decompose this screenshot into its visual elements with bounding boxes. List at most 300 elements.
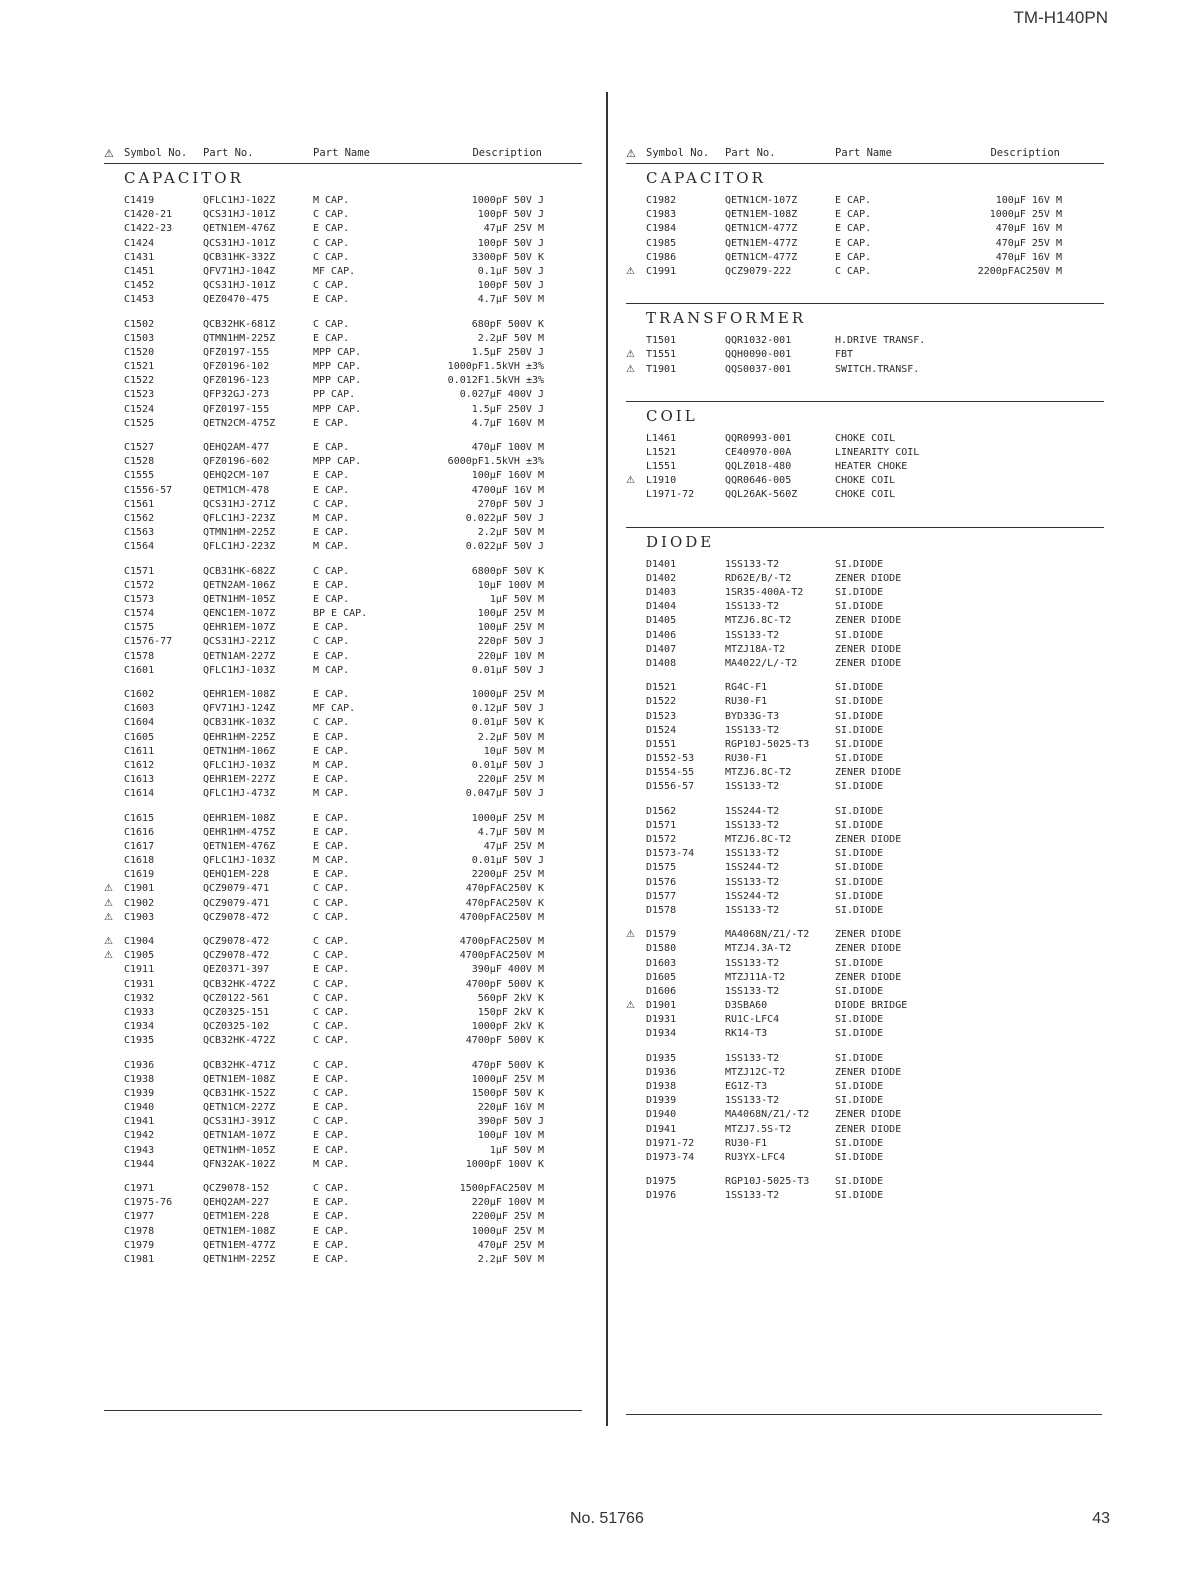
description: 100µF 25V M xyxy=(477,622,544,634)
part-no: MA4068N/Z1/-T2 xyxy=(725,1109,810,1121)
part-name: C CAP. xyxy=(313,251,350,263)
part-name: SI.DIODE xyxy=(835,1137,884,1149)
part-no: QCB32HK-472Z xyxy=(203,978,276,990)
symbol-no: C1938 xyxy=(124,1073,155,1085)
description: 1000pF 50V J xyxy=(471,195,544,206)
part-name: E CAP. xyxy=(313,650,350,662)
part-name: SI.DIODE xyxy=(835,805,884,817)
symbol-no: D1554-55 xyxy=(646,767,695,779)
part-no: QCS31HJ-101Z xyxy=(203,209,276,221)
description: 1000pF 2kV K xyxy=(471,1021,544,1033)
description: 1.5µF 250V J xyxy=(471,346,544,358)
part-row xyxy=(104,911,582,925)
symbol-no: D1522 xyxy=(646,696,677,708)
part-no: QETM1CM-478 xyxy=(203,484,270,496)
part-row xyxy=(104,716,582,730)
symbol-no: L1910 xyxy=(646,475,677,487)
symbol-no: D1523 xyxy=(646,710,677,722)
part-no: 1SS133-T2 xyxy=(725,957,780,969)
part-no: QEHQ1EM-228 xyxy=(203,869,270,881)
symbol-no: C1528 xyxy=(124,456,155,468)
part-name: M CAP. xyxy=(313,195,350,206)
part-name: C CAP. xyxy=(313,237,350,249)
symbol-no: C1979 xyxy=(124,1239,155,1251)
part-no: MTZJ6.8C-T2 xyxy=(725,767,792,779)
part-no: 1SS133-T2 xyxy=(725,1052,780,1064)
description: 100µF 160V M xyxy=(471,470,544,482)
description: 150pF 2kV K xyxy=(477,1006,544,1018)
part-no: RU30-F1 xyxy=(725,1137,768,1149)
symbol-no: D1973-74 xyxy=(646,1151,695,1163)
part-name: E CAP. xyxy=(835,251,872,263)
description: 0.01µF 50V K xyxy=(471,717,544,729)
part-row xyxy=(626,572,1104,586)
safety-warning-icon: ⚠ xyxy=(626,475,635,487)
part-name: SI.DIODE xyxy=(835,587,884,598)
part-name: CHOKE COIL xyxy=(835,489,896,501)
section-rule xyxy=(626,303,1104,304)
symbol-no: D1556-57 xyxy=(646,781,695,793)
symbol-no: D1606 xyxy=(646,985,677,997)
part-row xyxy=(626,1137,1104,1151)
symbol-no: C1619 xyxy=(124,869,155,881)
part-name: CHOKE COIL xyxy=(835,432,896,444)
part-row xyxy=(626,237,1104,251)
part-row xyxy=(104,526,582,540)
part-name: E CAP. xyxy=(835,223,872,235)
symbol-no: C1986 xyxy=(646,251,677,263)
description: 0.12µF 50V J xyxy=(471,703,544,715)
part-name: ZENER DIODE xyxy=(835,1066,902,1078)
description: 1500pFAC250V M xyxy=(459,1183,544,1194)
part-no: RGP10J-5025-T3 xyxy=(725,1176,810,1188)
col-desc-label: Description xyxy=(472,147,542,159)
part-row xyxy=(626,1094,1104,1108)
part-no: QFV71HJ-104Z xyxy=(203,265,276,277)
part-name: E CAP. xyxy=(313,294,350,306)
part-no: 1SS133-T2 xyxy=(725,819,780,831)
symbol-no: D1551 xyxy=(646,738,677,750)
part-row xyxy=(626,1108,1104,1122)
section-list xyxy=(626,432,1104,503)
part-no: QEHQ2AM-477 xyxy=(203,442,270,453)
part-row xyxy=(626,488,1104,502)
symbol-no: C1452 xyxy=(124,280,155,292)
description: 390pF 50V J xyxy=(477,1116,544,1128)
part-row xyxy=(104,1144,582,1158)
description: 4700µF 16V M xyxy=(471,484,544,496)
description: 0.022µF 50V J xyxy=(465,541,544,553)
part-no: QFP32GJ-273 xyxy=(203,389,270,401)
part-row xyxy=(104,484,582,498)
part-row xyxy=(104,621,582,635)
part-row xyxy=(626,586,1104,600)
symbol-no: D1577 xyxy=(646,890,677,902)
description: 0.012F1.5kVH ±3% xyxy=(447,375,544,387)
section-list xyxy=(626,194,1104,279)
part-no: QETN1CM-107Z xyxy=(725,195,798,206)
part-name: SI.DIODE xyxy=(835,724,884,736)
part-name: C CAP. xyxy=(313,1059,350,1071)
section-title: DIODE xyxy=(646,532,715,551)
part-no: QETM1EM-228 xyxy=(203,1211,270,1223)
symbol-no: C1902 xyxy=(124,897,155,909)
part-no: QCB31HK-103Z xyxy=(203,717,276,729)
description: 2.2µF 50V M xyxy=(477,332,544,344)
section-spacer xyxy=(626,289,1104,303)
part-name: HEATER CHOKE xyxy=(835,461,908,473)
part-no: QQR1032-001 xyxy=(725,335,792,347)
part-no: QEHR1EM-108Z xyxy=(203,812,276,824)
part-no: QQL26AK-560Z xyxy=(725,489,798,501)
symbol-no: L1521 xyxy=(646,446,677,458)
symbol-no: D1575 xyxy=(646,862,677,874)
part-no: RK14-T3 xyxy=(725,1028,768,1040)
symbol-no: L1551 xyxy=(646,461,677,473)
part-row xyxy=(626,847,1104,861)
part-name: ZENER DIODE xyxy=(835,834,902,845)
description: 100µF 10V M xyxy=(477,1130,544,1142)
part-no: QEHR1EM-108Z xyxy=(203,689,276,700)
part-group xyxy=(104,441,582,555)
part-row xyxy=(104,826,582,840)
section-title-capacitor: CAPACITOR xyxy=(124,169,244,187)
part-row xyxy=(104,897,582,911)
part-no: QCS31HJ-391Z xyxy=(203,1116,276,1128)
part-row xyxy=(626,710,1104,724)
part-no: QETN1AM-227Z xyxy=(203,650,276,662)
symbol-no: D1901 xyxy=(646,1000,677,1012)
part-row xyxy=(104,787,582,801)
symbol-no: C1982 xyxy=(646,195,677,206)
section-spacer xyxy=(626,387,1104,401)
part-group xyxy=(626,194,1104,279)
part-name: E CAP. xyxy=(313,417,350,429)
description: 390µF 400V M xyxy=(471,964,544,976)
description: 0.047µF 50V J xyxy=(465,788,544,800)
part-group xyxy=(626,805,1104,919)
part-row xyxy=(104,882,582,896)
part-row xyxy=(104,759,582,773)
symbol-no: C1983 xyxy=(646,209,677,221)
symbol-no: C1576-77 xyxy=(124,636,173,648)
part-no: QETN1AM-107Z xyxy=(203,1130,276,1142)
part-group xyxy=(104,812,582,926)
part-name: C CAP. xyxy=(835,265,872,277)
part-group xyxy=(626,1175,1104,1203)
part-name: E CAP. xyxy=(313,1239,350,1251)
part-name: E CAP. xyxy=(313,731,350,743)
symbol-no: C1935 xyxy=(124,1035,155,1047)
part-row xyxy=(626,600,1104,614)
part-name: MPP CAP. xyxy=(313,403,362,415)
symbol-no: C1562 xyxy=(124,512,155,524)
part-row xyxy=(626,805,1104,819)
part-name: ZENER DIODE xyxy=(835,643,902,655)
part-no: QCB32HK-681Z xyxy=(203,318,276,330)
part-name: E CAP. xyxy=(313,869,350,881)
description: 2200pFAC250V M xyxy=(977,265,1062,277)
part-row xyxy=(626,446,1104,460)
symbol-no: D1975 xyxy=(646,1176,677,1188)
part-row xyxy=(626,752,1104,766)
description: 470µF 25V M xyxy=(995,237,1062,249)
part-row xyxy=(626,985,1104,999)
part-row xyxy=(104,1087,582,1101)
symbol-no: C1555 xyxy=(124,470,155,482)
symbol-no: D1407 xyxy=(646,643,677,655)
part-row xyxy=(626,724,1104,738)
symbol-no: C1936 xyxy=(124,1059,155,1071)
description: 4700pF 500V K xyxy=(465,978,544,990)
part-name: E CAP. xyxy=(313,1225,350,1237)
part-no: 1SS133-T2 xyxy=(725,876,780,888)
part-row xyxy=(104,935,582,949)
description: 1000µF 25V M xyxy=(471,1073,544,1085)
symbol-no: C1605 xyxy=(124,731,155,743)
part-name: SI.DIODE xyxy=(835,601,884,613)
symbol-no: C1561 xyxy=(124,498,155,510)
part-row xyxy=(104,868,582,882)
part-no: QCZ9078-152 xyxy=(203,1183,270,1194)
part-name: E CAP. xyxy=(313,622,350,634)
symbol-no: D1938 xyxy=(646,1081,677,1092)
warning-icon: ⚠ xyxy=(626,147,636,160)
symbol-no: C1602 xyxy=(124,689,155,700)
symbol-no: D1935 xyxy=(646,1052,677,1064)
part-row xyxy=(104,279,582,293)
part-name: C CAP. xyxy=(313,318,350,330)
part-row xyxy=(104,512,582,526)
part-row xyxy=(626,1080,1104,1094)
part-no: QCZ9078-472 xyxy=(203,950,270,962)
part-row xyxy=(104,565,582,579)
part-row xyxy=(104,1182,582,1196)
symbol-no: D1401 xyxy=(646,558,677,570)
part-row xyxy=(626,819,1104,833)
part-name: M CAP. xyxy=(313,855,350,867)
part-no: QFLC1HJ-103Z xyxy=(203,855,276,867)
part-row xyxy=(104,1073,582,1087)
description: 2.2µF 50V M xyxy=(477,527,544,539)
part-name: E CAP. xyxy=(313,442,350,453)
description: 560pF 2kV K xyxy=(477,992,544,1004)
symbol-no: C1424 xyxy=(124,237,155,249)
symbol-no: C1981 xyxy=(124,1253,155,1265)
description: 6000pF1.5kVH ±3% xyxy=(447,456,544,468)
part-no: 1SS133-T2 xyxy=(725,1095,780,1107)
symbol-no: C1941 xyxy=(124,1116,155,1128)
part-name: E CAP. xyxy=(313,689,350,700)
description: 470µF 100V M xyxy=(471,442,544,453)
part-name: E CAP. xyxy=(313,579,350,591)
header-rule xyxy=(104,163,582,164)
symbol-no: C1975-76 xyxy=(124,1197,173,1209)
right-end-rule xyxy=(626,1414,1102,1415)
part-row xyxy=(626,1052,1104,1066)
description: 470µF 25V M xyxy=(477,1239,544,1251)
part-group xyxy=(626,928,1104,1042)
symbol-no: C1613 xyxy=(124,774,155,786)
left-end-rule xyxy=(104,1410,582,1411)
left-column xyxy=(104,145,582,1277)
part-group xyxy=(104,318,582,432)
description: 2.2µF 50V M xyxy=(477,731,544,743)
description: 4.7µF 50V M xyxy=(477,826,544,838)
symbol-no: C1901 xyxy=(124,883,155,895)
symbol-no: D1404 xyxy=(646,601,677,613)
part-row xyxy=(104,1253,582,1267)
part-no: QETN1HM-106Z xyxy=(203,745,276,757)
part-row xyxy=(104,1225,582,1239)
part-no: QEHQ2CM-107 xyxy=(203,470,270,482)
part-name: E CAP. xyxy=(313,840,350,852)
part-name: C CAP. xyxy=(313,1183,350,1194)
part-name: MF CAP. xyxy=(313,703,356,715)
description: 470µF 16V M xyxy=(995,251,1062,263)
part-no: QCZ9079-471 xyxy=(203,897,270,909)
symbol-no: D1403 xyxy=(646,587,677,598)
symbol-no: D1576 xyxy=(646,876,677,888)
part-name: E CAP. xyxy=(313,1253,350,1265)
symbol-no: C1615 xyxy=(124,812,155,824)
part-name: C CAP. xyxy=(313,1116,350,1128)
symbol-no: C1522 xyxy=(124,375,155,387)
part-no: QFV71HJ-124Z xyxy=(203,703,276,715)
part-row xyxy=(104,332,582,346)
part-name: C CAP. xyxy=(313,209,350,221)
symbol-no: C1611 xyxy=(124,745,155,757)
part-name: ZENER DIODE xyxy=(835,767,902,779)
description: 2.2µF 50V M xyxy=(477,1253,544,1265)
symbol-no: C1571 xyxy=(124,565,155,577)
page-number: 43 xyxy=(1092,1510,1110,1527)
part-no: QEHR1HM-475Z xyxy=(203,826,276,838)
part-no: RU1C-LFC4 xyxy=(725,1014,780,1026)
description: 1500pF 50V K xyxy=(471,1087,544,1099)
part-row xyxy=(626,999,1104,1013)
part-group xyxy=(626,681,1104,795)
part-row xyxy=(104,417,582,431)
symbol-no: D1605 xyxy=(646,971,677,983)
part-no: MTZJ6.8C-T2 xyxy=(725,834,792,845)
symbol-no: C1978 xyxy=(124,1225,155,1237)
symbol-no: D1939 xyxy=(646,1095,677,1107)
part-name: E CAP. xyxy=(313,826,350,838)
part-name: C CAP. xyxy=(313,1087,350,1099)
symbol-no: D1603 xyxy=(646,957,677,969)
symbol-no: C1943 xyxy=(124,1144,155,1156)
symbol-no: D1406 xyxy=(646,629,677,641)
part-row xyxy=(104,265,582,279)
description: 470pFAC250V K xyxy=(465,897,544,909)
symbol-no: D1405 xyxy=(646,615,677,627)
part-row xyxy=(104,1006,582,1020)
part-row xyxy=(104,840,582,854)
part-name: C CAP. xyxy=(313,936,350,947)
description: 3300pF 50V K xyxy=(471,251,544,263)
part-no: QETN1HM-225Z xyxy=(203,1253,276,1265)
symbol-no: C1932 xyxy=(124,992,155,1004)
safety-warning-icon: ⚠ xyxy=(104,911,113,923)
col-name-label: Part Name xyxy=(835,147,892,159)
part-name: MF CAP. xyxy=(313,265,356,277)
symbol-no: C1422-23 xyxy=(124,223,173,235)
part-no: QQS0037-001 xyxy=(725,363,792,375)
part-name: SI.DIODE xyxy=(835,696,884,708)
part-no: QCB32HK-472Z xyxy=(203,1035,276,1047)
right-sections xyxy=(626,166,1104,1204)
part-row xyxy=(626,738,1104,752)
symbol-no: C1614 xyxy=(124,788,155,800)
part-row xyxy=(104,318,582,332)
part-row xyxy=(626,1027,1104,1041)
part-no: 1SS133-T2 xyxy=(725,848,780,860)
part-row xyxy=(626,251,1104,265)
part-name: C CAP. xyxy=(313,1035,350,1047)
part-no: QTMN1HM-225Z xyxy=(203,332,276,344)
part-no: MA4068N/Z1/-T2 xyxy=(725,929,810,941)
part-row xyxy=(626,1189,1104,1203)
part-name: SI.DIODE xyxy=(835,890,884,902)
part-name: SI.DIODE xyxy=(835,1052,884,1064)
part-no: QEHR1EM-107Z xyxy=(203,622,276,634)
col-desc-label: Description xyxy=(990,147,1060,159)
part-row xyxy=(626,681,1104,695)
part-no: 1SS133-T2 xyxy=(725,904,780,916)
part-no: 1SS133-T2 xyxy=(725,781,780,793)
part-name: SI.DIODE xyxy=(835,1095,884,1107)
description: 1µF 50V M xyxy=(489,593,544,605)
part-name: E CAP. xyxy=(313,527,350,539)
right-column xyxy=(626,145,1104,1214)
symbol-no: C1934 xyxy=(124,1021,155,1033)
description: 47µF 25V M xyxy=(483,223,544,235)
symbol-no: D1524 xyxy=(646,724,677,736)
part-row xyxy=(626,363,1104,377)
part-row xyxy=(104,812,582,826)
symbol-no: C1524 xyxy=(124,403,155,415)
part-row xyxy=(626,334,1104,348)
part-row xyxy=(626,890,1104,904)
part-row xyxy=(626,695,1104,709)
part-group xyxy=(104,565,582,679)
section-title: CAPACITOR xyxy=(646,169,766,187)
part-no: 1SS133-T2 xyxy=(725,985,780,997)
part-no: QQR0646-005 xyxy=(725,475,792,487)
part-no: QFLC1HJ-223Z xyxy=(203,541,276,553)
part-no: QCS31HJ-221Z xyxy=(203,636,276,648)
part-no: QCZ9079-471 xyxy=(203,883,270,895)
part-name: PP CAP. xyxy=(313,389,356,401)
description: 0.1µF 50V J xyxy=(477,265,544,277)
part-no: QETN1CM-227Z xyxy=(203,1102,276,1114)
part-name: CHOKE COIL xyxy=(835,475,896,487)
warning-icon: ⚠ xyxy=(104,147,114,160)
part-name: M CAP. xyxy=(313,788,350,800)
part-row xyxy=(104,403,582,417)
part-row xyxy=(626,1066,1104,1080)
description: 4700pFAC250V M xyxy=(459,950,544,962)
part-name: C CAP. xyxy=(313,717,350,729)
symbol-no: T1551 xyxy=(646,349,677,361)
part-no: QFLC1HJ-103Z xyxy=(203,664,276,676)
part-row xyxy=(626,833,1104,847)
part-no: QFLC1HJ-103Z xyxy=(203,759,276,771)
description: 10µF 100V M xyxy=(477,579,544,591)
part-row xyxy=(104,579,582,593)
part-group xyxy=(104,1059,582,1173)
